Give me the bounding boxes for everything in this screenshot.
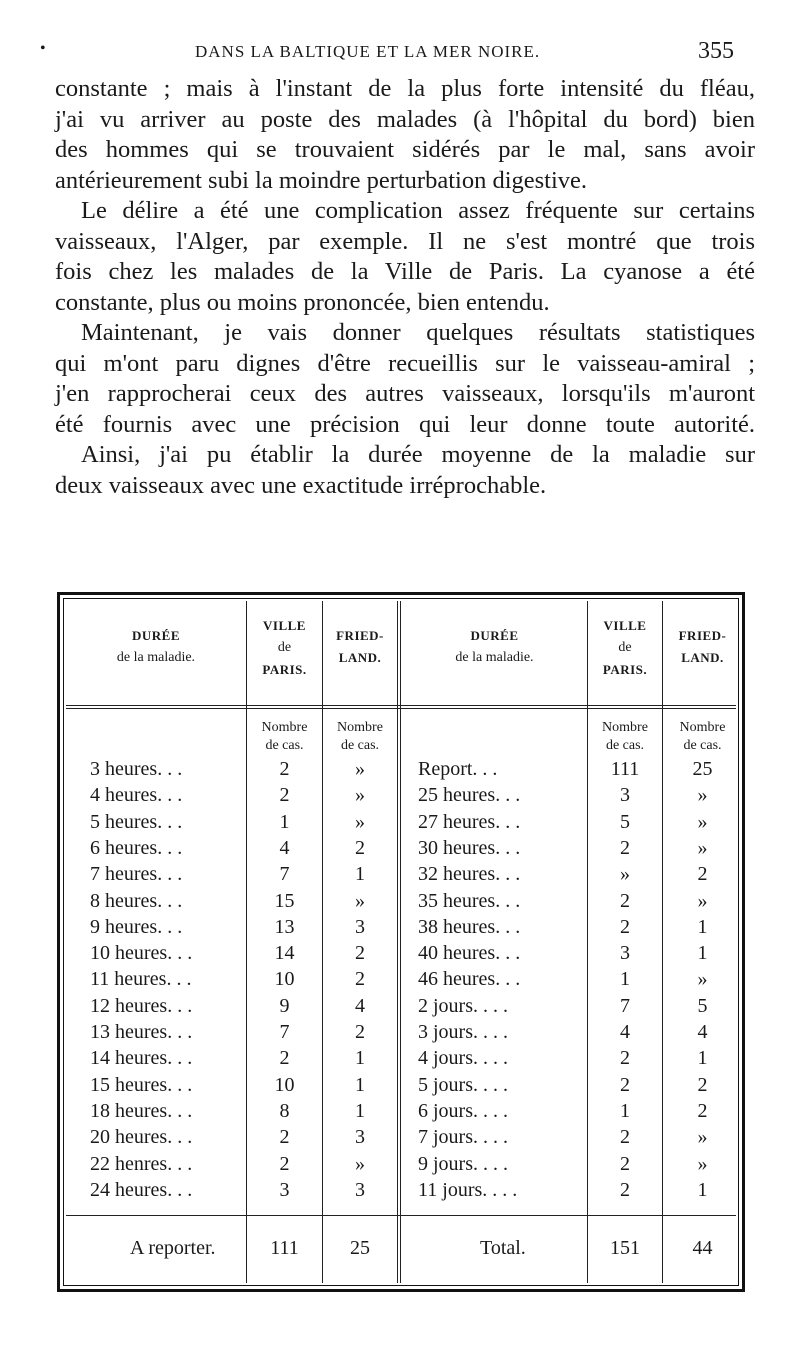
ville-de-paris-cell: 2 <box>279 1047 290 1070</box>
ville-de-paris-cell: 4 <box>620 1021 630 1043</box>
subheader-de-cas: de cas. <box>683 738 722 753</box>
ville-de-paris-cell: 2 <box>620 836 630 859</box>
header-bullet: • <box>40 40 46 57</box>
duration-cell: 11 jours. . . . <box>418 1178 518 1201</box>
friedland-cell: » <box>697 810 708 833</box>
table-row <box>60 1177 742 1203</box>
friedland-cell: 2 <box>355 1021 365 1043</box>
duration-cell: 12 heures. . . <box>90 994 193 1017</box>
header-caps: LAND. <box>338 650 382 665</box>
table-row <box>60 809 742 835</box>
table-row <box>60 940 742 966</box>
ville-de-paris-cell: 2 <box>620 889 630 912</box>
ville-de-paris-cell: 2 <box>620 1152 630 1175</box>
friedland-cell: 5 <box>697 994 708 1017</box>
duration-cell: 35 heures. . . <box>418 889 521 912</box>
table-row <box>60 993 742 1019</box>
table-row <box>60 888 742 914</box>
table-body <box>60 595 742 1289</box>
friedland-cell: 3 <box>355 1178 365 1201</box>
ville-de-paris-cell: 10 <box>274 968 295 991</box>
running-title: DANS LA BALTIQUE ET LA MER NOIRE. <box>195 42 541 61</box>
friedland-cell: » <box>697 836 708 859</box>
duration-cell: 13 heures. . . <box>90 1021 193 1043</box>
ville-de-paris-cell: 15 <box>274 889 295 912</box>
paragraph-line: antérieurement subi la moindre perturbation digestive. <box>55 166 588 194</box>
paragraph-line: des hommes qui se trouvaient sidérés par le mal, sans avoir <box>55 136 755 163</box>
duration-cell: 15 heures. . . <box>90 1073 193 1096</box>
header-caps: VILLE <box>603 618 647 633</box>
ville-de-paris-cell: 2 <box>279 1152 290 1175</box>
friedland-cell: 1 <box>355 863 365 886</box>
ville-de-paris-cell: 2 <box>620 1073 630 1096</box>
table-row <box>60 782 742 808</box>
paragraph-line: j'ai vu arriver au poste des malades (à l'hôpital du bord) bien <box>55 105 755 133</box>
subheader-nombre: Nombre <box>679 720 726 735</box>
friedland-cell: » <box>355 1152 365 1175</box>
table-row <box>60 966 742 992</box>
ville-de-paris-cell: 7 <box>279 863 290 886</box>
duration-cell: 9 jours. . . . <box>418 1152 508 1175</box>
duration-cell: 11 heures. . . <box>90 968 192 991</box>
friedland-cell: 2 <box>697 1099 708 1122</box>
subheader-nombre: Nombre <box>261 720 308 735</box>
friedland-cell: » <box>697 1126 708 1149</box>
footer-left-ville: 111 <box>270 1237 299 1259</box>
paragraph-line: vaisseaux, l'Alger, par exemple. Il ne s'est montré que trois <box>55 227 755 255</box>
duration-cell: 5 jours. . . . <box>418 1073 508 1096</box>
paragraph-line: qui m'ont paru dignes d'être recueillis sur le vaisseau-amiral ; <box>55 349 755 377</box>
paragraph-line: été fournis avec une précision qui leur donne toute autorité. <box>55 410 755 438</box>
duration-cell: 5 heures. . . <box>90 810 183 833</box>
friedland-cell: 1 <box>355 1099 365 1122</box>
table-row <box>60 1019 742 1045</box>
paragraph-line: Maintenant, je vais donner quelques résultats statistiques <box>81 319 755 346</box>
duration-cell: 7 jours. . . . <box>418 1126 508 1149</box>
duration-cell: 46 heures. . . <box>418 968 521 991</box>
ville-de-paris-cell: 3 <box>279 1178 290 1201</box>
friedland-cell: 3 <box>355 915 365 938</box>
duration-cell: 4 heures. . . <box>90 784 183 807</box>
ville-de-paris-cell: 7 <box>620 994 630 1017</box>
ville-de-paris-cell: 14 <box>274 942 295 965</box>
table-row <box>60 1098 742 1124</box>
table-row <box>60 1151 742 1177</box>
duration-cell: 7 heures. . . <box>90 863 183 886</box>
ville-de-paris-cell: 9 <box>279 994 290 1017</box>
ville-de-paris-cell: 1 <box>620 1099 630 1122</box>
paragraph-line: constante, plus ou moins prononcée, bien entendu. <box>55 288 550 316</box>
table-row <box>60 756 742 782</box>
friedland-cell: » <box>697 784 708 807</box>
friedland-cell: 2 <box>697 863 708 886</box>
friedland-cell: » <box>355 889 365 912</box>
duration-cell: 3 jours. . . . <box>418 1021 508 1043</box>
footer-left-fried: 25 <box>350 1237 370 1259</box>
friedland-cell: 2 <box>355 968 365 991</box>
duration-cell: 10 heures. . . <box>90 942 193 965</box>
ville-de-paris-cell: 4 <box>279 836 290 859</box>
friedland-cell: 1 <box>355 1073 365 1096</box>
duration-cell: Report. . . <box>418 758 498 780</box>
duration-cell: 25 heures. . . <box>418 784 521 807</box>
ville-de-paris-cell: 7 <box>279 1021 290 1043</box>
duration-cell: 2 jours. . . . <box>418 994 508 1017</box>
ville-de-paris-cell: 2 <box>279 758 290 780</box>
friedland-cell: 1 <box>697 1047 708 1070</box>
header-caps: DURÉE <box>470 628 519 643</box>
body-text <box>55 74 755 501</box>
table-row <box>60 914 742 940</box>
footer-right-label: Total. <box>480 1237 526 1259</box>
duration-cell: 22 henres. . . <box>90 1152 193 1175</box>
duration-cell: 6 heures. . . <box>90 836 183 859</box>
friedland-cell: 2 <box>355 942 365 965</box>
duration-cell: 18 heures. . . <box>90 1099 193 1122</box>
header-caps: DURÉE <box>131 628 180 643</box>
header-caps: PARIS. <box>262 662 307 677</box>
header-caps: PARIS. <box>602 662 648 677</box>
duration-cell: 27 heures. . . <box>418 810 521 833</box>
duration-table <box>57 592 745 1292</box>
ville-de-paris-cell: 111 <box>610 758 640 780</box>
table-row <box>60 1045 742 1071</box>
duration-cell: 20 heures. . . <box>90 1126 193 1149</box>
ville-de-paris-cell: 2 <box>279 784 290 807</box>
ville-de-paris-cell: 1 <box>620 968 630 991</box>
running-header <box>0 38 800 68</box>
paragraph-line: Ainsi, j'ai pu établir la durée moyenne de la maladie sur <box>81 441 755 468</box>
footer-right-fried: 44 <box>692 1237 713 1259</box>
friedland-cell: 1 <box>355 1047 365 1070</box>
friedland-cell: » <box>355 810 365 833</box>
duration-cell: 14 heures. . . <box>90 1047 193 1070</box>
header-sub: de la maladie. <box>116 650 196 665</box>
ville-de-paris-cell: 3 <box>620 784 630 807</box>
ville-de-paris-cell: 3 <box>620 942 630 965</box>
duration-cell: 6 jours. . . . <box>418 1099 508 1122</box>
friedland-cell: » <box>697 889 708 912</box>
subheader-de-cas: de cas. <box>605 738 645 753</box>
friedland-cell: 1 <box>697 1178 708 1201</box>
header-de: de <box>277 640 292 655</box>
table-row <box>60 1124 742 1150</box>
header-caps: FRIED- <box>678 628 727 643</box>
friedland-cell: » <box>355 784 365 807</box>
ville-de-paris-cell: 10 <box>274 1073 295 1096</box>
header-de: de <box>618 640 632 655</box>
duration-cell: 24 heures. . . <box>90 1178 193 1201</box>
paragraph-line: Le délire a été une complication assez fréquente sur certains <box>81 197 755 224</box>
table-row <box>60 861 742 887</box>
ville-de-paris-cell: 2 <box>620 1047 630 1070</box>
subheader-nombre: Nombre <box>337 720 383 735</box>
paragraph-line: fois chez les malades de la Ville de Paris. La cyanose a été <box>55 258 755 285</box>
duration-cell: 9 heures. . . <box>90 915 183 938</box>
friedland-cell: 1 <box>697 942 708 965</box>
subheader-de-cas: de cas. <box>340 738 380 753</box>
ville-de-paris-cell: 8 <box>279 1099 290 1122</box>
paragraph-line: j'en rapprocherai ceux des autres vaisseaux, lorsqu'ils m'auront <box>55 380 755 407</box>
paragraph-line: deux vaisseaux avec une exactitude irréprochable. <box>55 471 547 499</box>
footer-right-ville: 151 <box>610 1237 640 1259</box>
friedland-cell: 4 <box>697 1021 708 1043</box>
paragraph-line: constante ; mais à l'instant de la plus forte intensité du fléau, <box>55 75 755 102</box>
ville-de-paris-cell: 2 <box>620 1126 630 1149</box>
table-row <box>60 835 742 861</box>
duration-cell: 3 heures. . . <box>90 758 183 780</box>
subheader-de-cas: de cas. <box>265 738 304 753</box>
friedland-cell: 2 <box>355 836 365 859</box>
duration-cell: 8 heures. . . <box>90 889 183 912</box>
ville-de-paris-cell: » <box>620 863 630 886</box>
footer-left-label: A reporter. <box>130 1237 216 1259</box>
friedland-cell: 1 <box>697 915 708 938</box>
ville-de-paris-cell: 5 <box>620 810 630 833</box>
header-sub: de la maladie. <box>455 650 534 665</box>
friedland-cell: 4 <box>355 994 365 1017</box>
ville-de-paris-cell: 13 <box>274 915 295 938</box>
page-number: 355 <box>698 38 734 64</box>
ville-de-paris-cell: 2 <box>279 1126 290 1149</box>
header-caps: FRIED- <box>336 628 384 643</box>
subheader-nombre: Nombre <box>602 720 648 735</box>
duration-cell: 4 jours. . . . <box>418 1047 508 1070</box>
duration-cell: 30 heures. . . <box>418 836 521 859</box>
duration-cell: 32 heures. . . <box>418 863 521 886</box>
table-row <box>60 1072 742 1098</box>
friedland-cell: » <box>355 758 365 780</box>
friedland-cell: » <box>697 968 708 991</box>
friedland-cell: » <box>697 1152 708 1175</box>
ville-de-paris-cell: 1 <box>279 810 290 833</box>
friedland-cell: 2 <box>697 1073 708 1096</box>
header-caps: LAND. <box>681 650 724 665</box>
ville-de-paris-cell: 2 <box>620 1178 630 1201</box>
ville-de-paris-cell: 2 <box>620 915 630 938</box>
duration-cell: 40 heures. . . <box>418 942 521 965</box>
friedland-cell: 25 <box>692 758 713 780</box>
duration-cell: 38 heures. . . <box>418 915 521 938</box>
friedland-cell: 3 <box>355 1126 365 1149</box>
header-caps: VILLE <box>263 618 306 633</box>
